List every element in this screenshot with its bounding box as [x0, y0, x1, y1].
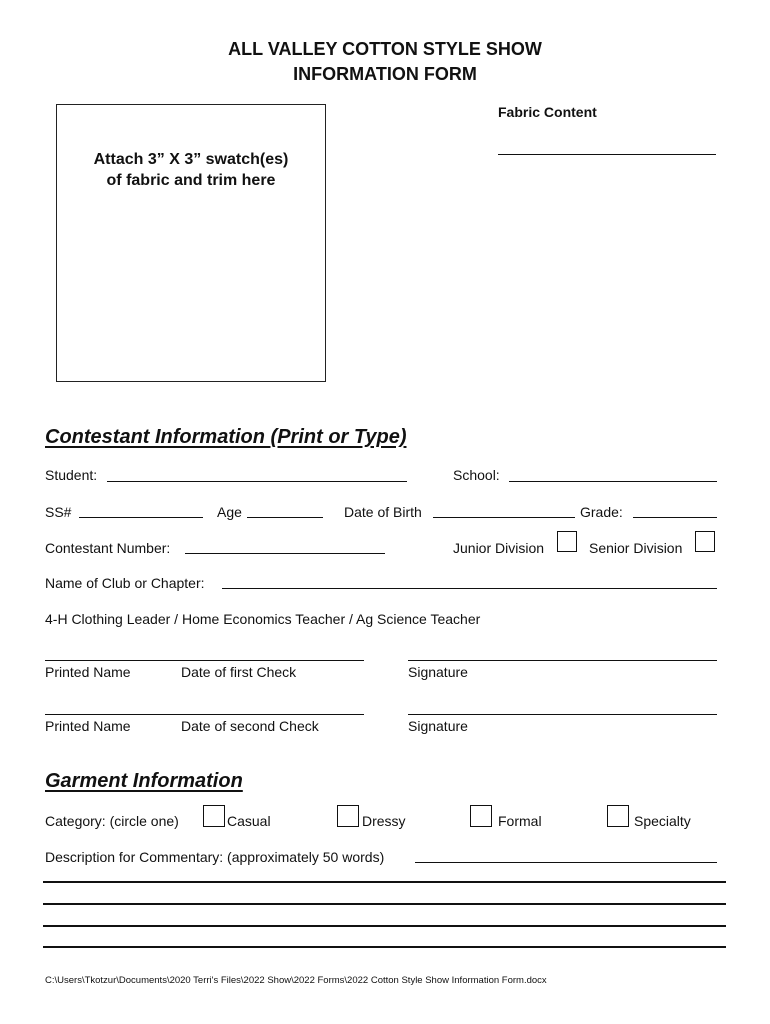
description-field-first[interactable] — [415, 862, 717, 863]
signature-label-2: Signature — [408, 718, 468, 734]
school-label: School: — [453, 467, 500, 483]
first-check-name-date-field[interactable] — [45, 660, 364, 661]
category-label: Category: (circle one) — [45, 813, 179, 829]
second-check-name-date-field[interactable] — [45, 714, 364, 715]
club-field[interactable] — [222, 588, 717, 589]
swatch-instruction-line2: of fabric and trim here — [106, 172, 276, 189]
leader-label: 4-H Clothing Leader / Home Economics Teacher / Ag Science Teacher — [45, 611, 481, 627]
first-check-date-label: Date of first Check — [181, 664, 297, 680]
ss-label: SS# — [45, 504, 72, 520]
description-line-1[interactable] — [43, 881, 726, 883]
senior-division-checkbox[interactable] — [695, 531, 715, 552]
student-field[interactable] — [107, 481, 407, 482]
description-label: Description for Commentary: (approximately 50 words) — [45, 849, 385, 865]
form-title-line2: INFORMATION FORM — [293, 64, 477, 84]
junior-division-checkbox[interactable] — [557, 531, 577, 552]
student-label: Student: — [45, 467, 98, 483]
contestant-section-heading: Contestant Information (Print or Type) — [45, 426, 407, 448]
category-casual-label: Casual — [227, 813, 271, 829]
description-line-2[interactable] — [43, 903, 726, 905]
category-casual-checkbox[interactable] — [203, 805, 225, 827]
fabric-content-label: Fabric Content — [498, 104, 597, 120]
category-specialty-checkbox[interactable] — [607, 805, 629, 827]
category-formal-checkbox[interactable] — [470, 805, 492, 827]
category-specialty-label: Specialty — [634, 813, 691, 829]
category-dressy-label: Dressy — [362, 813, 406, 829]
category-formal-label: Formal — [498, 813, 542, 829]
printed-name-label-1: Printed Name — [45, 664, 131, 680]
second-check-signature-field[interactable] — [408, 714, 717, 715]
age-field[interactable] — [247, 517, 323, 518]
senior-division-label: Senior Division — [589, 540, 683, 556]
description-line-3[interactable] — [43, 925, 726, 927]
grade-label: Grade: — [580, 504, 623, 520]
junior-division-label: Junior Division — [453, 540, 545, 556]
dob-label: Date of Birth — [344, 504, 422, 520]
form-title-line1: ALL VALLEY COTTON STYLE SHOW — [228, 39, 542, 59]
grade-field[interactable] — [633, 517, 717, 518]
printed-name-label-2: Printed Name — [45, 718, 131, 734]
contestant-number-field[interactable] — [185, 553, 385, 554]
footer-file-path: C:\Users\Tkotzur\Documents\2020 Terri's Files\2022 Show\2022 Forms\2022 Cotton Style Show Information Form.docx — [45, 975, 547, 986]
school-field[interactable] — [509, 481, 717, 482]
signature-label-1: Signature — [408, 664, 468, 680]
category-dressy-checkbox[interactable] — [337, 805, 359, 827]
club-label: Name of Club or Chapter: — [45, 575, 205, 591]
garment-section-heading: Garment Information — [45, 770, 243, 792]
contestant-number-label: Contestant Number: — [45, 540, 171, 556]
age-label: Age — [217, 504, 242, 520]
description-line-4[interactable] — [43, 946, 726, 948]
ss-field[interactable] — [79, 517, 203, 518]
second-check-date-label: Date of second Check — [181, 718, 319, 734]
swatch-attach-box — [56, 104, 326, 382]
fabric-content-field[interactable] — [498, 154, 716, 155]
swatch-instruction-line1: Attach 3” X 3” swatch(es) — [93, 151, 289, 168]
dob-field[interactable] — [433, 517, 575, 518]
first-check-signature-field[interactable] — [408, 660, 717, 661]
